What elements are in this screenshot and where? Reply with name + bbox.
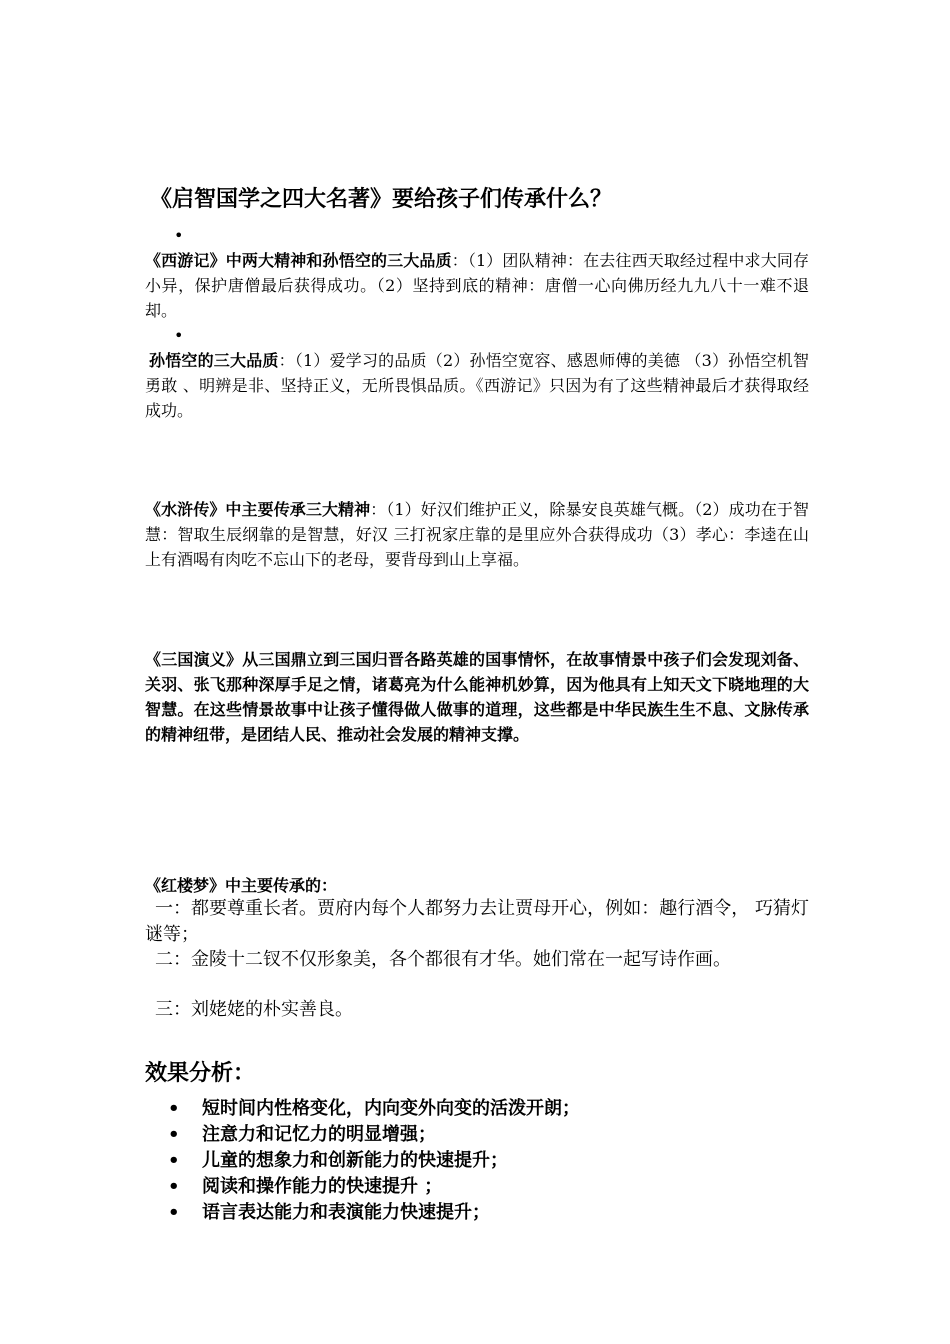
- bullet-dot: •: [168, 1124, 180, 1145]
- xiyouji-paragraph: [145, 248, 809, 323]
- list-item: [168, 1148, 808, 1174]
- sunwukong-paragraph: [145, 348, 809, 423]
- sunwukong-body: ：（1）爱学习的品质（2）孙悟空宽容、感恩师傅的美德 （3）孙悟空机智勇敢 、明辨是非、坚持正义，无所畏惧品质。《西游记》只因为有了这些精神最后才获得取经成功。: [145, 351, 809, 420]
- shuihu-heading: 《水浒传》中主要传承三大精神: [145, 500, 371, 519]
- sunwukong-heading: 孙悟空的三大品质: [149, 351, 279, 370]
- effect-text: 儿童的想象力和创新能力的快速提升；: [202, 1150, 508, 1171]
- list-item: [168, 1122, 808, 1148]
- sanguo-paragraph: 《三国演义》从三国鼎立到三国归晋各路英雄的国事情怀，在故事情景中孩子们会发现刘备、关羽、张飞那种深厚手足之情，诸葛亮为什么能神机妙算，因为他具有上知天文下晓地理的大智慧。在这些情景故事中让孩子懂得做人做事的道理，这些都是中华民族生生不息、文脉传承的精神纽带，是团结人民、推动社会发展的精神支撑。: [145, 650, 809, 744]
- effect-text: 注意力和记忆力的明显增强；: [202, 1124, 436, 1145]
- honglou-line-2: 二：金陵十二钗不仅形象美，各个都很有才华。她们常在一起写诗作画。: [155, 949, 731, 970]
- honglou-heading: 《红楼梦》中主要传承的：: [145, 876, 338, 895]
- xiyouji-heading: 《西游记》中两大精神和孙悟空的三大品质: [145, 251, 452, 270]
- bullet-dot: •: [168, 1150, 180, 1171]
- effects-heading: 效果分析：: [145, 1060, 256, 1086]
- list-item: [168, 1174, 808, 1200]
- document-title: 《启智国学之四大名著》要给孩子们传承什么？: [150, 186, 613, 212]
- shuihu-paragraph: [145, 497, 809, 572]
- list-item: [168, 1200, 808, 1226]
- shuihu-body: ：（1）好汉们维护正义，除暴安良英雄气概。（2）成功在于智慧：智取生辰纲靠的是智慧，好汉 三打祝家庄靠的是里应外合获得成功（3）孝心：李逵在山上有酒喝有肉吃不忘山下的老母，要背母到山上享福。: [145, 500, 809, 569]
- effect-text: 短时间内性格变化，内向变外向变的活泼开朗；: [202, 1098, 580, 1119]
- bullet-dot: •: [174, 226, 184, 245]
- bullet-dot: •: [174, 326, 184, 345]
- honglou-line-3: 三：刘姥姥的朴实善良。: [155, 999, 353, 1020]
- honglou-line-1: 一：都要尊重长者。贾府内每个人都努力去让贾母开心，例如：趣行酒令， 巧猜灯谜等；: [145, 898, 809, 945]
- bullet-dot: •: [168, 1202, 180, 1223]
- bullet-dot: •: [168, 1176, 180, 1197]
- xiyouji-body: ：（1）团队精神：在去往西天取经过程中求大同存小异，保护唐僧最后获得成功。（2）坚持到底的精神：唐僧一心向佛历经九九八十一难不退却。: [145, 251, 809, 320]
- list-item: [168, 1096, 808, 1122]
- bullet-dot: •: [168, 1098, 180, 1119]
- effect-text: 语言表达能力和表演能力快速提升；: [202, 1202, 490, 1223]
- effects-list: [168, 1096, 808, 1226]
- effect-text: 阅读和操作能力的快速提升 ；: [202, 1176, 443, 1197]
